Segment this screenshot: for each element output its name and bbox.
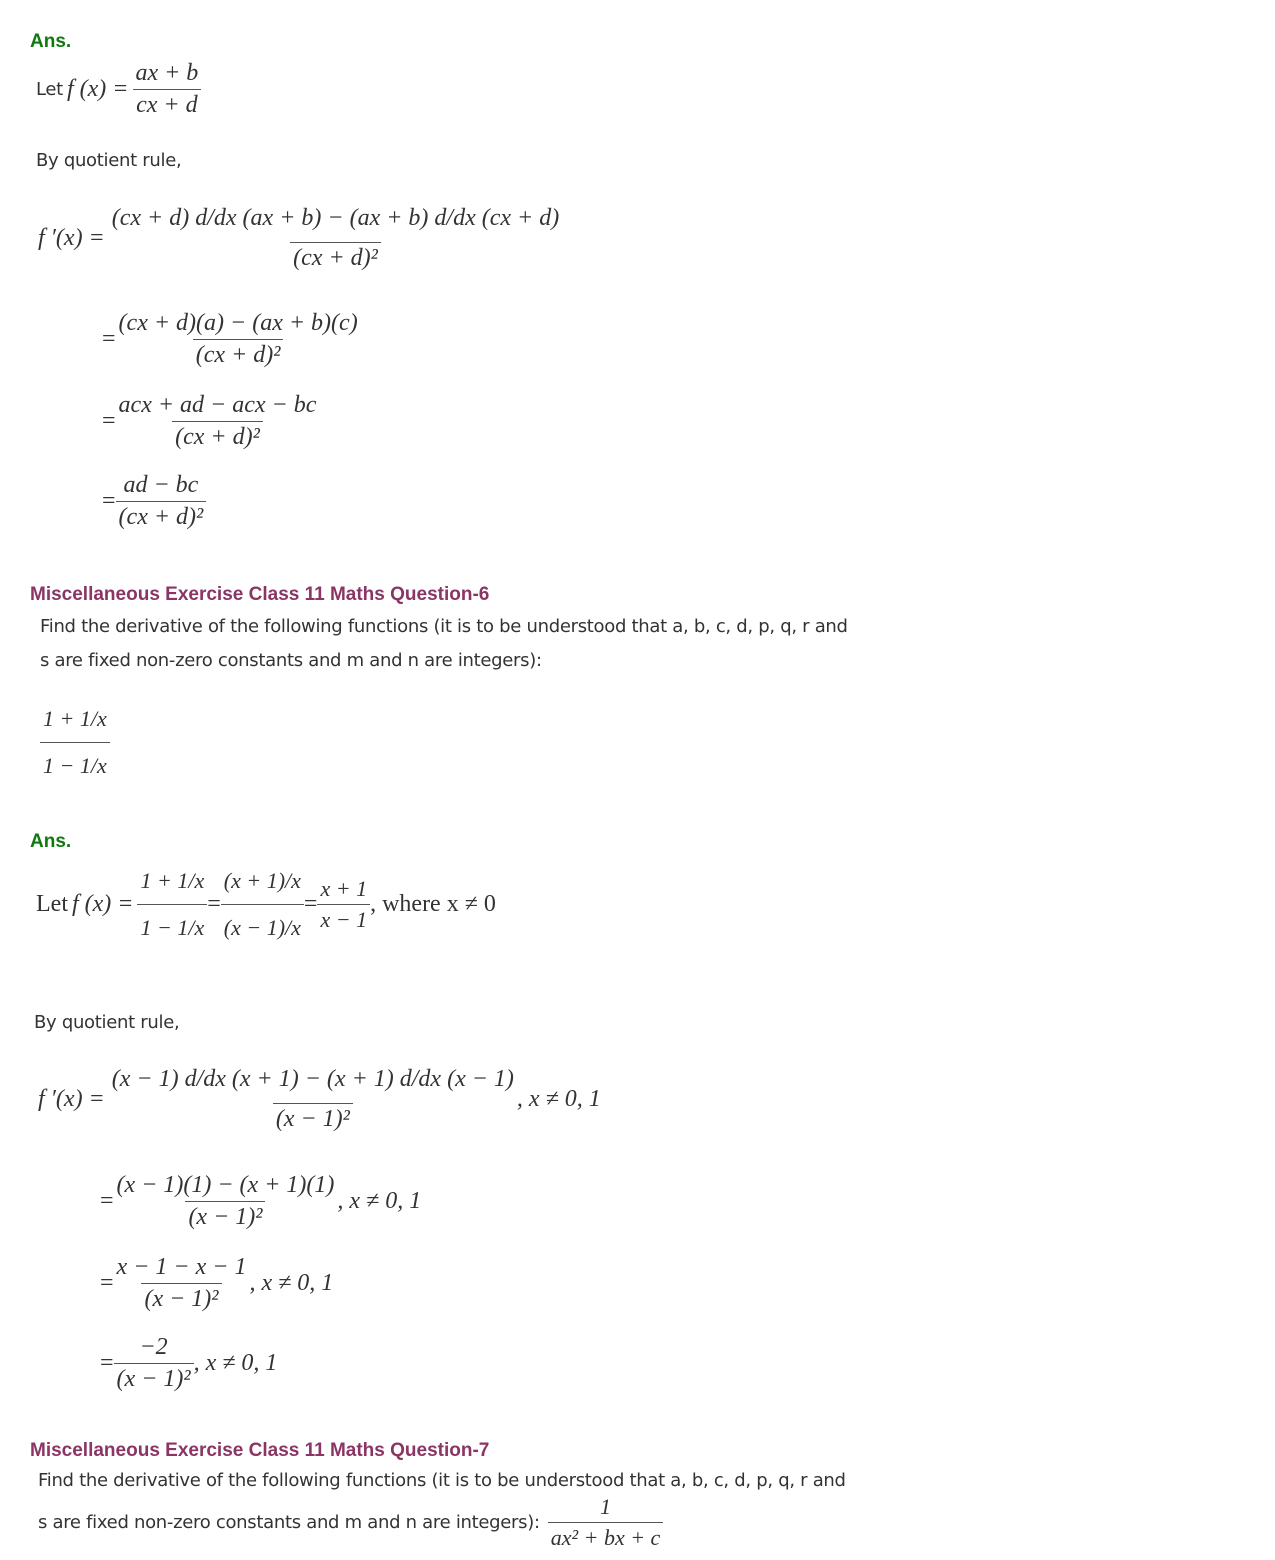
- numerator: (x + 1)/x: [223, 868, 301, 893]
- denominator: (x − 1)/x: [221, 904, 304, 941]
- function-label: f (x) =: [66, 76, 129, 102]
- numerator: 1 + 1/x: [140, 868, 205, 893]
- answer-label: Ans.: [30, 831, 72, 852]
- numerator: (x − 1)(1) − (x + 1)(1): [116, 1172, 335, 1198]
- fraction-2: [221, 868, 304, 941]
- numerator: (x − 1) d/dx (x + 1) − (x + 1) d/dx (x − 1): [111, 1066, 514, 1092]
- where-condition: , where x ≠ 0: [370, 891, 496, 917]
- q5-step-1: [38, 205, 562, 272]
- fraction-1: [137, 868, 207, 941]
- equals-sign: =: [303, 891, 318, 917]
- domain-condition: , x ≠ 0, 1: [337, 1188, 422, 1214]
- question-7-line-1: Find the derivative of the following functions (it is to be understood that a, b, c, d, p, q, r and: [38, 1470, 846, 1491]
- function-label: f (x) =: [71, 891, 134, 917]
- equals-sign: =: [100, 1350, 114, 1376]
- question-6-heading: Miscellaneous Exercise Class 11 Maths Question-6: [30, 584, 490, 605]
- numerator: x + 1: [320, 876, 368, 901]
- equals-sign: =: [207, 891, 221, 917]
- denominator: (cx + d)²: [172, 421, 263, 451]
- q6-step-1: [38, 1066, 601, 1133]
- q5-step-2: [102, 310, 361, 369]
- denominator: (cx + d)²: [193, 339, 284, 369]
- numerator: x − 1 − x − 1: [116, 1254, 247, 1280]
- domain-condition: , x ≠ 0, 1: [516, 1086, 601, 1112]
- quotient-rule-text: By quotient rule,: [36, 150, 182, 171]
- numerator: (cx + d) d/dx (ax + b) − (ax + b) d/dx (cx + d): [111, 205, 560, 231]
- question-6-line-1: Find the derivative of the following functions (it is to be understood that a, b, c, d, p, q, r and: [40, 616, 848, 637]
- denominator: (cx + d)²: [116, 501, 207, 531]
- numerator: 1: [600, 1494, 612, 1519]
- equals-sign: =: [102, 326, 116, 352]
- numerator: −2: [139, 1334, 168, 1360]
- q5-let-statement: [36, 60, 201, 119]
- let-text: Let: [36, 79, 63, 100]
- q6-step-3: [100, 1254, 333, 1313]
- denominator: (x − 1)²: [185, 1201, 265, 1231]
- equals-sign: =: [100, 1188, 114, 1214]
- equals-sign: =: [102, 488, 116, 514]
- denominator: (x − 1)²: [141, 1283, 221, 1313]
- numerator: 1 + 1/x: [43, 706, 107, 731]
- q6-step-4: [100, 1334, 277, 1393]
- step-fraction: [114, 1254, 250, 1313]
- let-text: Let: [36, 891, 68, 917]
- step-fraction: [109, 205, 562, 272]
- step-fraction: [116, 310, 361, 369]
- denominator: ax² + bx + c: [548, 1522, 664, 1551]
- domain-condition: , x ≠ 0, 1: [249, 1270, 334, 1296]
- equals-sign: =: [100, 1270, 114, 1296]
- denominator: x − 1: [317, 904, 370, 933]
- step-fraction: [116, 392, 320, 451]
- step-fraction: [116, 472, 207, 531]
- numerator: acx + ad − acx − bc: [118, 392, 317, 418]
- question-6-line-2: s are fixed non-zero constants and m and n are integers):: [40, 650, 542, 671]
- expression-fraction: [40, 706, 110, 779]
- fraction-3: [317, 876, 370, 933]
- quotient-rule-text: By quotient rule,: [34, 1012, 180, 1033]
- q5-step-3: [102, 392, 319, 451]
- step-fraction: [109, 1066, 517, 1133]
- step-fraction: [114, 1172, 338, 1231]
- step-fraction: [114, 1334, 194, 1393]
- denominator: (cx + d)²: [290, 242, 381, 272]
- domain-condition: , x ≠ 0, 1: [193, 1350, 278, 1376]
- denominator: (x − 1)²: [273, 1103, 353, 1133]
- derivative-label: f ′(x) =: [38, 1086, 105, 1112]
- equals-sign: =: [102, 408, 116, 434]
- q5-step-4: [102, 472, 206, 531]
- answer-label: Ans.: [30, 31, 72, 52]
- function-fraction: [132, 60, 201, 119]
- denominator: cx + d: [133, 89, 201, 119]
- q6-step-2: [100, 1172, 421, 1231]
- denominator: (x − 1)²: [114, 1363, 194, 1393]
- numerator: ax + b: [135, 60, 199, 86]
- question-7-heading: Miscellaneous Exercise Class 11 Maths Question-7: [30, 1440, 490, 1461]
- question-7-line-2: s are fixed non-zero constants and m and n are integers):: [38, 1512, 540, 1533]
- numerator: (cx + d)(a) − (ax + b)(c): [118, 310, 358, 336]
- question-7-line-2-row: [38, 1494, 663, 1551]
- question-7-expression: [548, 1494, 664, 1551]
- denominator: 1 − 1/x: [40, 742, 110, 779]
- question-6-expression: [40, 706, 110, 779]
- derivative-label: f ′(x) =: [38, 225, 105, 251]
- numerator: ad − bc: [123, 472, 199, 498]
- q6-let-statement: [36, 868, 496, 941]
- denominator: 1 − 1/x: [137, 904, 207, 941]
